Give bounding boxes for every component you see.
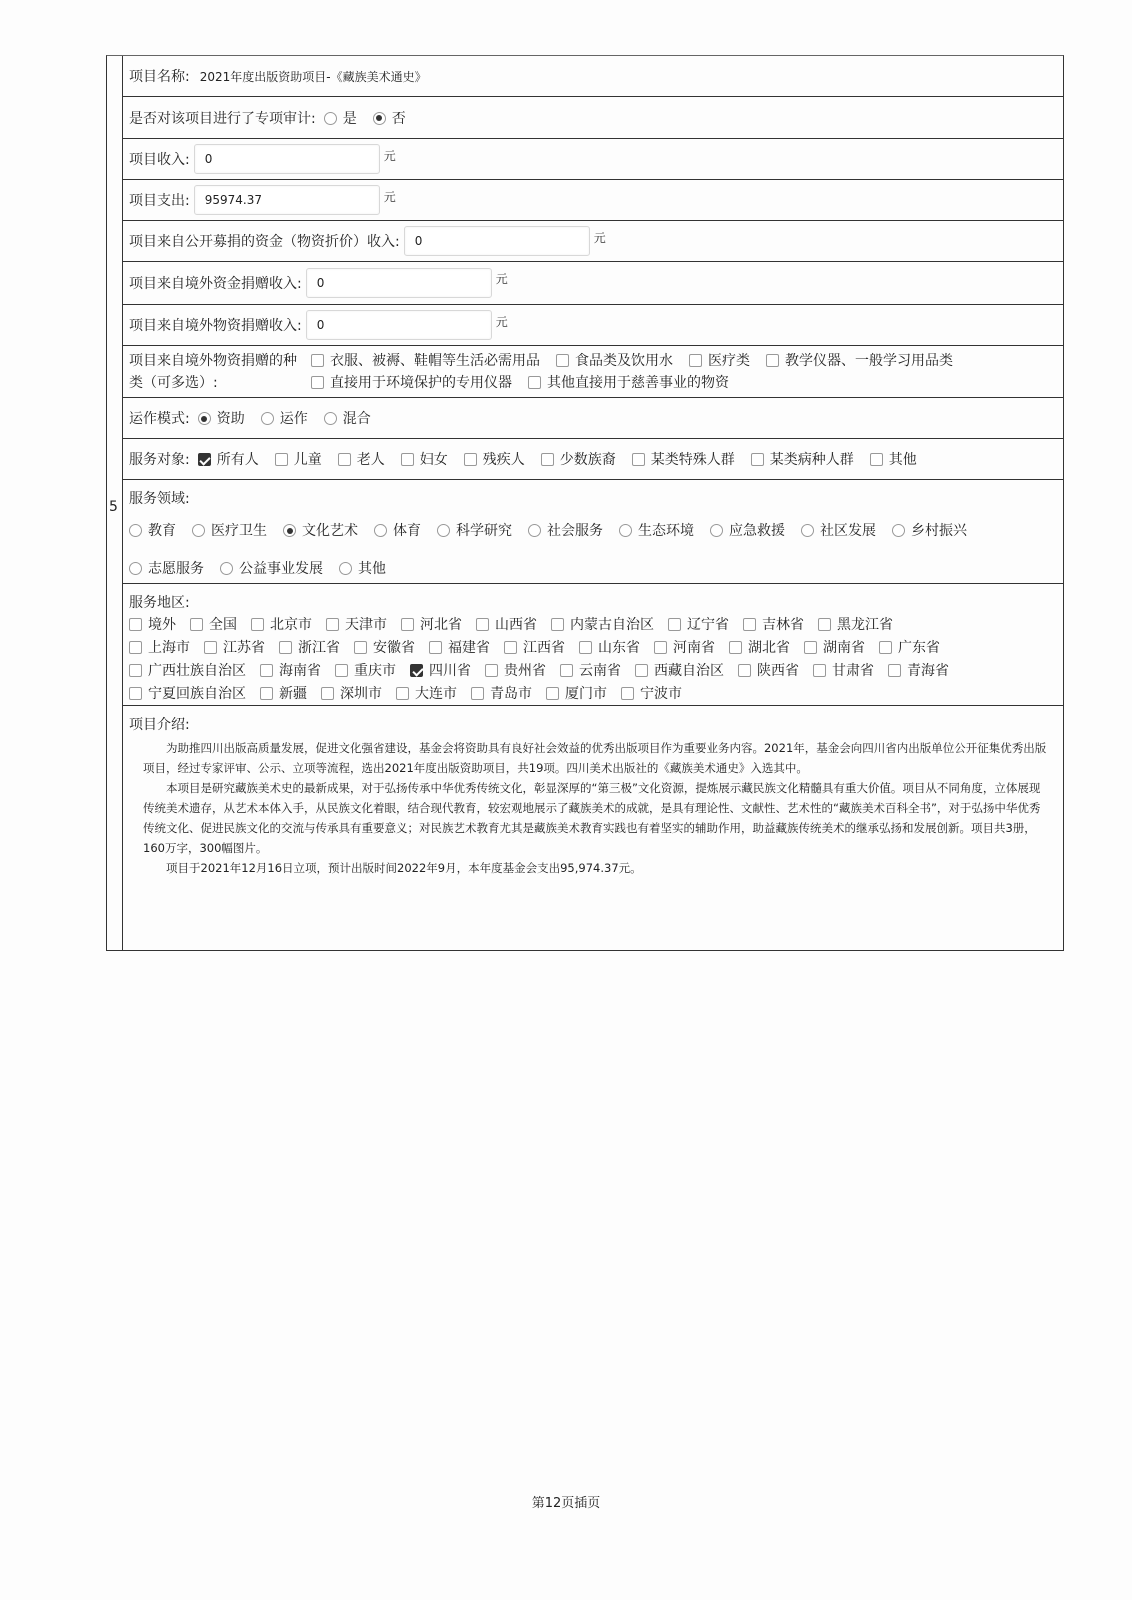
service-domain-radio[interactable] (619, 524, 632, 537)
goods-type-option[interactable]: 医疗类 (689, 350, 750, 372)
operation-mode-option[interactable]: 资助 (198, 408, 245, 428)
overseas-goods-row (123, 305, 1063, 346)
service-region-option[interactable]: 辽宁省 (668, 614, 729, 637)
service-domain-option[interactable]: 公益事业发展 (220, 558, 323, 578)
service-region-option[interactable]: 湖北省 (729, 637, 790, 660)
service-region-checkbox[interactable] (729, 641, 742, 654)
operation-mode-label: 运作模式: (129, 411, 190, 427)
service-domain-option[interactable]: 生态环境 (619, 520, 694, 540)
service-domain-radio[interactable] (437, 524, 450, 537)
service-region-option[interactable]: 贵州省 (485, 660, 546, 683)
service-region-option[interactable]: 重庆市 (335, 660, 396, 683)
service-region-option[interactable]: 深圳市 (321, 683, 382, 706)
service-region-checkbox[interactable] (738, 664, 751, 677)
form-table (106, 55, 1064, 951)
service-target-option[interactable]: 所有人 (198, 449, 259, 469)
service-region-checkbox[interactable] (818, 618, 831, 631)
service-region-options (129, 614, 1063, 706)
overseas-funds-label: 项目来自境外资金捐赠收入: (129, 276, 302, 292)
goods-types-line-2 (311, 372, 969, 394)
service-region-checkbox[interactable] (129, 618, 142, 631)
service-region-option[interactable]: 青海省 (888, 660, 949, 683)
service-region-option[interactable]: 西藏自治区 (635, 660, 724, 683)
service-target-option[interactable]: 少数族裔 (541, 449, 616, 469)
project-name-label: 项目名称: (129, 69, 190, 85)
service-domain-radio[interactable] (220, 562, 233, 575)
service-region-option[interactable]: 福建省 (429, 637, 490, 660)
operation-mode-radio[interactable] (198, 412, 211, 425)
service-region-checkbox[interactable] (129, 641, 142, 654)
service-region-checkbox[interactable] (504, 641, 517, 654)
service-region-checkbox[interactable] (410, 664, 423, 677)
service-domain-option[interactable]: 社会服务 (528, 520, 603, 540)
service-region-checkbox[interactable] (551, 618, 564, 631)
service-region-option[interactable]: 吉林省 (743, 614, 804, 637)
service-region-checkbox[interactable] (560, 664, 573, 677)
service-region-option[interactable]: 青岛市 (471, 683, 532, 706)
audit-option-no[interactable]: 否 (373, 108, 406, 128)
service-target-option[interactable]: 老人 (338, 449, 385, 469)
service-region-label: 服务地区: (129, 595, 190, 611)
income-unit: 元 (383, 149, 396, 163)
operation-mode-option[interactable]: 混合 (324, 408, 371, 428)
service-domain-radio[interactable] (801, 524, 814, 537)
public-fundraising-input[interactable]: 0 (404, 226, 590, 256)
service-region-checkbox[interactable] (485, 664, 498, 677)
service-region-option[interactable]: 山东省 (579, 637, 640, 660)
service-region-checkbox[interactable] (621, 687, 634, 700)
service-domain-option[interactable]: 乡村振兴 (892, 520, 967, 540)
audit-radio-no[interactable] (373, 112, 386, 125)
overseas-funds-input[interactable]: 0 (306, 268, 492, 298)
service-target-checkbox[interactable] (541, 453, 554, 466)
overseas-goods-unit: 元 (495, 315, 508, 329)
goods-type-checkbox[interactable] (689, 354, 702, 367)
service-domain-option[interactable]: 其他 (339, 558, 386, 578)
introduction-label: 项目介绍: (129, 717, 190, 733)
service-region-option[interactable]: 全国 (190, 614, 237, 637)
goods-type-checkbox[interactable] (311, 376, 324, 389)
service-domain-radio[interactable] (528, 524, 541, 537)
service-region-option[interactable]: 河南省 (654, 637, 715, 660)
service-region-checkbox[interactable] (813, 664, 826, 677)
goods-type-option[interactable]: 直接用于环境保护的专用仪器 (311, 372, 512, 394)
service-region-option[interactable]: 宁波市 (621, 683, 682, 706)
service-region-checkbox[interactable] (546, 687, 559, 700)
service-domain-option[interactable]: 社区发展 (801, 520, 876, 540)
service-region-line (129, 637, 1063, 660)
goods-types-options (311, 350, 969, 394)
service-region-checkbox[interactable] (321, 687, 334, 700)
goods-types-line-1 (311, 350, 969, 372)
expense-row (123, 180, 1063, 221)
goods-type-option[interactable]: 衣服、被褥、鞋帽等生活必需用品 (311, 350, 540, 372)
operation-mode-row (123, 398, 1063, 439)
service-region-checkbox[interactable] (476, 618, 489, 631)
audit-option-yes[interactable]: 是 (324, 108, 357, 128)
service-region-checkbox[interactable] (429, 641, 442, 654)
service-region-checkbox[interactable] (260, 664, 273, 677)
service-region-option[interactable]: 湖南省 (804, 637, 865, 660)
expense-label: 项目支出: (129, 193, 190, 209)
row-number-column (107, 56, 123, 950)
service-region-checkbox[interactable] (335, 664, 348, 677)
service-target-option[interactable]: 妇女 (401, 449, 448, 469)
introduction-paragraph: 项目于2021年12月16日立项，预计出版时间2022年9月，本年度基金会支出95,974.37元。 (166, 861, 642, 875)
service-region-checkbox[interactable] (804, 641, 817, 654)
goods-types-row (123, 346, 1063, 398)
project-name-row (123, 56, 1063, 97)
service-target-option[interactable]: 其他 (870, 449, 917, 469)
service-domain-radio[interactable] (374, 524, 387, 537)
service-region-option[interactable]: 山西省 (476, 614, 537, 637)
public-fundraising-row (123, 221, 1063, 262)
audit-row (123, 97, 1063, 139)
introduction-paragraph: 为助推四川出版高质量发展，促进文化强省建设，基金会将资助具有良好社会效益的优秀出版项目作为重要业务内容。2021年，基金会向四川省内出版单位公开征集优秀出版项目，经过专家评审、公示、立项等流程，选出2021年度出版资助项目，共19项。四川美术出版社的《藏族美术通史》入选其中。 (143, 741, 1047, 775)
page-footer: 第12页插页 (531, 1496, 601, 1511)
goods-types-label: 项目来自境外物资捐赠的种 类（可多选）: (129, 353, 297, 391)
service-targets-row (123, 439, 1063, 480)
service-region-checkbox[interactable] (743, 618, 756, 631)
service-region-checkbox[interactable] (204, 641, 217, 654)
service-domain-line-2 (129, 558, 1063, 578)
income-label: 项目收入: (129, 152, 190, 168)
service-region-option[interactable]: 海南省 (260, 660, 321, 683)
service-target-checkbox[interactable] (275, 453, 288, 466)
income-row (123, 139, 1063, 180)
service-domain-option[interactable]: 医疗卫生 (192, 520, 267, 540)
service-domain-option[interactable]: 文化艺术 (283, 520, 358, 540)
overseas-funds-row (123, 262, 1063, 305)
service-region-option[interactable]: 陕西省 (738, 660, 799, 683)
audit-radio-yes[interactable] (324, 112, 337, 125)
service-region-option[interactable]: 江西省 (504, 637, 565, 660)
service-region-option[interactable]: 黑龙江省 (818, 614, 893, 637)
overseas-funds-unit: 元 (495, 272, 508, 286)
service-region-option[interactable]: 新疆 (260, 683, 307, 706)
form-rows (123, 56, 1063, 950)
service-region-option[interactable]: 北京市 (251, 614, 312, 637)
service-region-checkbox[interactable] (354, 641, 367, 654)
service-region-option[interactable]: 浙江省 (279, 637, 340, 660)
introduction-body (129, 738, 1051, 878)
expense-input[interactable]: 95974.37 (194, 185, 380, 215)
public-fundraising-label: 项目来自公开募捐的资金（物资折价）收入: (129, 234, 400, 250)
income-input[interactable]: 0 (194, 144, 380, 174)
introduction-paragraph: 本项目是研究藏族美术史的最新成果，对于弘扬传承中华优秀传统文化，彰显深厚的“第三极”文化资源，提炼展示藏民族文化精髓具有重大价值。项目从不同角度，立体展现传统美术遗存，从艺术本体入手，从民族文化着眼，结合现代教育，较宏观地展示了藏族美术的成就，是具有理论性、文献性、艺术性的“藏族美术百科全书”，对于弘扬中华优秀传统文化、促进民族文化的交流与传承具有重要意义；对民族艺术教育尤其是藏族美术教育实践也有着坚实的辅助作用，助益藏族传统美术的继承弘扬和发展创新。项目共3册，160万字，300幅图片。 (143, 781, 1041, 855)
service-region-option[interactable]: 广西壮族自治区 (129, 660, 246, 683)
service-region-option[interactable]: 安徽省 (354, 637, 415, 660)
service-target-option[interactable]: 残疾人 (464, 449, 525, 469)
service-domain-option[interactable]: 志愿服务 (129, 558, 204, 578)
service-domain-option[interactable]: 体育 (374, 520, 421, 540)
service-region-option[interactable]: 广东省 (879, 637, 940, 660)
goods-type-option[interactable]: 食品类及饮用水 (556, 350, 673, 372)
service-region-checkbox[interactable] (129, 687, 142, 700)
service-region-option[interactable]: 天津市 (326, 614, 387, 637)
service-region-checkbox[interactable] (260, 687, 273, 700)
service-domain-row (123, 480, 1063, 584)
service-region-checkbox[interactable] (471, 687, 484, 700)
row-number: 5 (109, 499, 118, 515)
service-domain-radio[interactable] (192, 524, 205, 537)
service-domain-radio[interactable] (129, 524, 142, 537)
service-target-checkbox[interactable] (338, 453, 351, 466)
service-region-checkbox[interactable] (888, 664, 901, 677)
service-region-line (129, 614, 1063, 637)
goods-type-option[interactable]: 其他直接用于慈善事业的物资 (528, 372, 729, 394)
service-target-checkbox[interactable] (632, 453, 645, 466)
service-domain-line-1 (129, 520, 1063, 540)
service-region-line (129, 660, 1063, 683)
service-region-checkbox[interactable] (654, 641, 667, 654)
service-target-checkbox[interactable] (751, 453, 764, 466)
service-target-checkbox[interactable] (464, 453, 477, 466)
public-fundraising-unit: 元 (593, 231, 606, 245)
service-region-checkbox[interactable] (635, 664, 648, 677)
operation-mode-option[interactable]: 运作 (261, 408, 308, 428)
service-region-option[interactable]: 大连市 (396, 683, 457, 706)
service-domain-radio[interactable] (710, 524, 723, 537)
service-region-checkbox[interactable] (879, 641, 892, 654)
service-region-option[interactable]: 厦门市 (546, 683, 607, 706)
service-region-option[interactable]: 河北省 (401, 614, 462, 637)
service-domain-radio[interactable] (339, 562, 352, 575)
overseas-goods-label: 项目来自境外物资捐赠收入: (129, 318, 302, 334)
goods-type-checkbox[interactable] (528, 376, 541, 389)
introduction-row (123, 706, 1063, 950)
service-region-checkbox[interactable] (129, 664, 142, 677)
service-domain-option[interactable]: 应急救援 (710, 520, 785, 540)
service-domain-radio[interactable] (129, 562, 142, 575)
service-region-checkbox[interactable] (326, 618, 339, 631)
goods-type-checkbox[interactable] (311, 354, 324, 367)
project-name-value: 2021年度出版资助项目-《藏族美术通史》 (199, 69, 427, 84)
goods-type-checkbox[interactable] (766, 354, 779, 367)
service-target-option[interactable]: 某类特殊人群 (632, 449, 735, 469)
service-target-checkbox[interactable] (401, 453, 414, 466)
service-region-option[interactable]: 江苏省 (204, 637, 265, 660)
service-domain-radio[interactable] (892, 524, 905, 537)
service-targets-label: 服务对象: (129, 452, 190, 468)
goods-type-checkbox[interactable] (556, 354, 569, 367)
service-region-checkbox[interactable] (579, 641, 592, 654)
service-domain-option[interactable]: 教育 (129, 520, 176, 540)
service-region-option[interactable]: 内蒙古自治区 (551, 614, 654, 637)
service-target-option[interactable]: 儿童 (275, 449, 322, 469)
service-region-checkbox[interactable] (668, 618, 681, 631)
service-region-option[interactable]: 宁夏回族自治区 (129, 683, 246, 706)
service-region-option[interactable]: 四川省 (410, 660, 471, 683)
goods-type-option[interactable]: 教学仪器、一般学习用品类 (766, 350, 953, 372)
service-region-option[interactable]: 甘肃省 (813, 660, 874, 683)
service-domain-option[interactable]: 科学研究 (437, 520, 512, 540)
service-region-row (123, 584, 1063, 706)
service-region-checkbox[interactable] (279, 641, 292, 654)
expense-unit: 元 (383, 190, 396, 204)
service-region-option[interactable]: 上海市 (129, 637, 190, 660)
service-target-checkbox[interactable] (870, 453, 883, 466)
service-domain-label: 服务领域: (129, 491, 190, 507)
audit-label: 是否对该项目进行了专项审计: (129, 110, 316, 127)
overseas-goods-input[interactable]: 0 (306, 310, 492, 340)
service-target-option[interactable]: 某类病种人群 (751, 449, 854, 469)
service-region-checkbox[interactable] (401, 618, 414, 631)
service-region-option[interactable]: 云南省 (560, 660, 621, 683)
service-region-checkbox[interactable] (190, 618, 203, 631)
service-domain-radio[interactable] (283, 524, 296, 537)
operation-mode-radio[interactable] (261, 412, 274, 425)
service-region-checkbox[interactable] (251, 618, 264, 631)
service-target-checkbox[interactable] (198, 453, 211, 466)
service-region-checkbox[interactable] (396, 687, 409, 700)
operation-mode-radio[interactable] (324, 412, 337, 425)
service-region-option[interactable]: 境外 (129, 614, 176, 637)
service-region-line (129, 683, 1063, 706)
